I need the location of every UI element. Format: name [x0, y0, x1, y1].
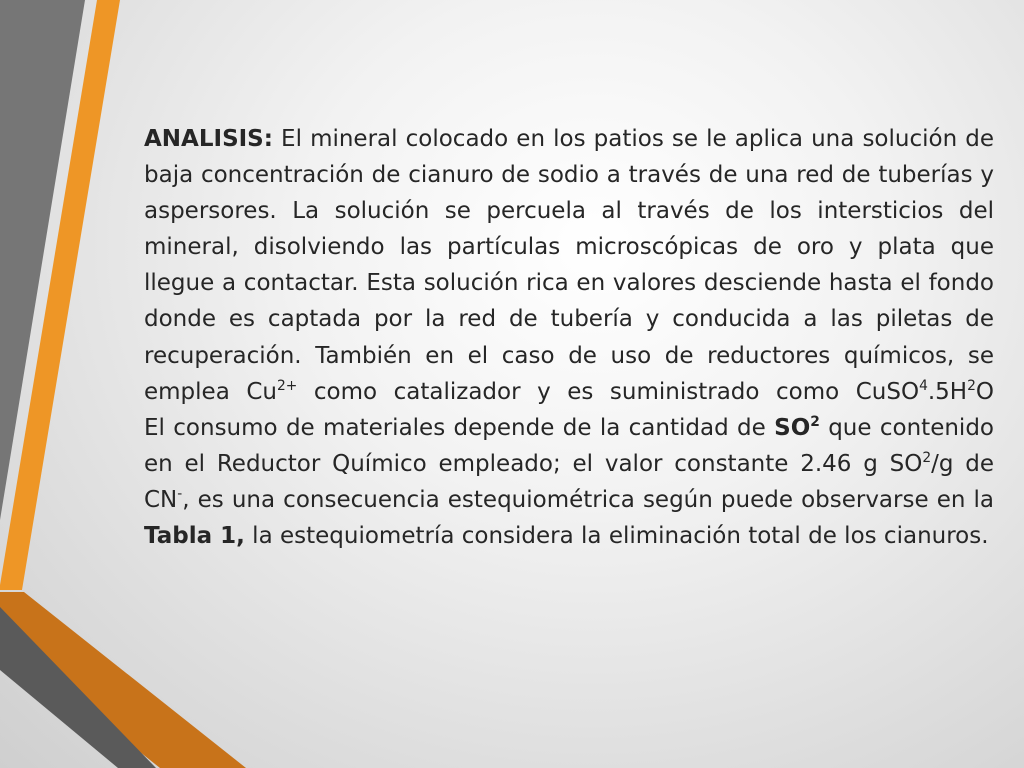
bottom-gray-stripe — [0, 607, 156, 768]
analysis-heading: ANALISIS: — [144, 126, 273, 152]
slide-text — [144, 121, 994, 554]
table-reference: Tabla 1, — [144, 523, 245, 550]
left-gray-stripe — [0, 0, 85, 520]
analysis-paragraph: ANALISIS: El mineral colocado en los patios se le aplica una solución de baja concentración de cianuro de sodio a través de una red de tuberías y aspersores. La solución se percuela al través de los intersticios del mineral, disolviendo las partículas microscópicas de oro y plata que llegue a contactar. Esta solución rica en valores desciende hasta el fondo donde es captada por la red de tubería y conducida a las piletas de recuperación. También en el caso de uso de reductores químicos, se emplea $Cu^{2+}$ como catalizador y es suministrado como $CuSO^4.5H^2O$ — [144, 126, 994, 405]
consumption-paragraph: El consumo de materiales depende de la cantidad de $SO^2$ que contenido en el Reductor Químico empleado; el valor constante 2.46 g $SO^2/g$ de CN-, es una consecuencia estequiométrica según puede observarse en la Tabla 1, la estequiometría considera la eliminación total de los cianuros. — [144, 413, 994, 550]
bottom-orange-stripe — [0, 592, 246, 768]
left-orange-stripe — [0, 0, 120, 590]
